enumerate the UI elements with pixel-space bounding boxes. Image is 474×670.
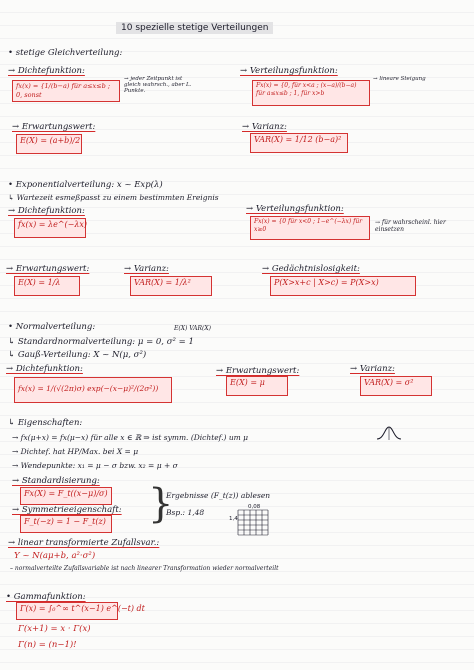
ergebnisse-ablesen-note: Ergebnisse (F_t(z)) ablesen <box>166 491 271 500</box>
dichtefunktion-note: → jeder Zeitpunkt ist gleich wahrsch., aber L. Punkte. <box>124 76 192 94</box>
normal-erwartungswert-formula-box: E(X) = μ <box>226 376 288 396</box>
standardnormal-line: ↳ Standardnormalverteilung: μ = 0, σ² = 1 <box>8 337 194 347</box>
standardisierung-label: → Standardisierung: <box>12 476 100 486</box>
normal-dichtefunktion-label: → Dichtefunktion: <box>6 364 83 374</box>
exponential-description: ↳ Wartezeit esmeßpasst zu einem bestimmten Ereignis <box>8 193 219 202</box>
eigenschaft-symmetrie: → fx(μ+x) = fx(μ−x) für alle x ∈ ℝ ⇒ ist symm. (Dichtef.) um μ <box>12 433 249 442</box>
varianz-formula-box: VAR(X) = 1/12 (b−a)² <box>250 133 348 153</box>
gauss-line: ↳ Gauß-Verteilung: X ~ N(μ, σ²) <box>8 350 147 360</box>
bell-curve-sketch <box>376 425 402 441</box>
beispiel-label: Bsp.: 1,48 <box>166 508 205 517</box>
table-column-head: 0,08 <box>248 504 261 510</box>
standardisierung-formula-box: Fx(X) = F_t((x−μ)/σ) <box>20 487 112 505</box>
section-heading-normal: • Normalverteilung: <box>8 322 96 332</box>
exp-varianz-label: → Varianz: <box>124 264 169 274</box>
gedaechtnislosigkeit-label: → Gedächtnislosigkeit: <box>262 264 360 274</box>
exp-varianz-formula-box: VAR(X) = 1/λ² <box>130 276 212 296</box>
linear-transformiert-text: – normalverteilte Zufallsvariable ist nach linearer Transformation wieder normalverteilt <box>10 565 279 572</box>
normal-varianz-formula-box: VAR(X) = σ² <box>360 376 432 396</box>
verteilungsfunktion-label: → Verteilungsfunktion: <box>240 66 338 76</box>
exp-dichtefunktion-label: → Dichtefunktion: <box>8 206 85 216</box>
dichtefunktion-formula-box: fx(x) = {1/(b−a) für a≤x≤b ; 0, sonst <box>12 80 120 102</box>
normal-ev-note: E(X) VAR(X) <box>174 325 211 332</box>
table-row-head: 1,4 <box>229 516 238 522</box>
symmetrieeigenschaft-label: → Symmetrieeigenschaft: <box>12 505 122 515</box>
exp-erwartungswert-formula-box: E(X) = 1/λ <box>14 276 80 296</box>
varianz-label: → Varianz: <box>242 122 287 132</box>
linear-transformiert-formula: Y ~ N(aμ+b, a²·σ²) <box>14 551 96 561</box>
table-grid <box>238 510 268 536</box>
erwartungswert-label: → Erwartungswert: <box>12 122 96 132</box>
eigenschaft-maximum: → Dichtef. hat HP/Max. bei X = μ <box>12 447 139 456</box>
gamma-recursion: Γ(x+1) = x · Γ(x) <box>18 624 91 634</box>
gammafunktion-label: • Gammafunktion: <box>6 592 86 602</box>
eigenschaften-label: ↳ Eigenschaften: <box>8 418 83 428</box>
section-heading-exponential: • Exponentialverteilung: x ~ Exp(λ) <box>8 180 163 190</box>
normal-varianz-label: → Varianz: <box>350 364 395 374</box>
verteilungsfunktion-note: → lineare Steigung <box>373 76 426 82</box>
erwartungswert-formula-box: E(X) = (a+b)/2 <box>16 134 82 154</box>
dichtefunktion-label: → Dichtefunktion: <box>8 66 85 76</box>
normal-dichtefunktion-formula-box: fx(x) = 1/(√(2π)σ) exp(−(x−μ)²/(2σ²)) <box>14 377 172 403</box>
symmetrieeigenschaft-formula-box: F_t(−z) = 1 − F_t(z) <box>20 515 112 533</box>
gedaechtnislosigkeit-formula-box: P(X>x+c | X>c) = P(X>x) <box>270 276 416 296</box>
normal-erwartungswert-label: → Erwartungswert: <box>216 366 300 376</box>
exp-dichtefunktion-formula-box: fx(x) = λe^(−λx) <box>14 218 86 238</box>
curly-brace: } <box>148 481 174 527</box>
exp-verteilungsfunktion-note: → für wahrscheinl. hier einsetzen <box>375 219 446 233</box>
linear-transformiert-label: → linear transformierte Zufallsvar.: <box>8 538 160 548</box>
section-heading-gleichverteilung: • stetige Gleichverteilung: <box>8 48 123 58</box>
exp-verteilungsfunktion-formula-box: Fx(x) = {0 für x<0 ; 1−e^(−λx) für x≥0 <box>250 216 370 240</box>
gamma-factorial: Γ(n) = (n−1)! <box>18 640 77 650</box>
gammafunktion-formula-box: Γ(x) = ∫₀^∞ t^(x−1) e^(−t) dt <box>16 602 118 620</box>
exp-verteilungsfunktion-label: → Verteilungsfunktion: <box>246 204 344 214</box>
verteilungsfunktion-formula-box: Fx(x) = {0, für x<a ; (x−a)/(b−a) für a≤x≤b ; 1, für x>b <box>252 80 370 106</box>
exp-erwartungswert-label: → Erwartungswert: <box>6 264 90 274</box>
eigenschaft-wendepunkte: → Wendepunkte: x₁ = μ − σ bzw. x₂ = μ + σ <box>12 461 178 470</box>
page-title: 10 spezielle stetige Verteilungen <box>116 22 273 34</box>
